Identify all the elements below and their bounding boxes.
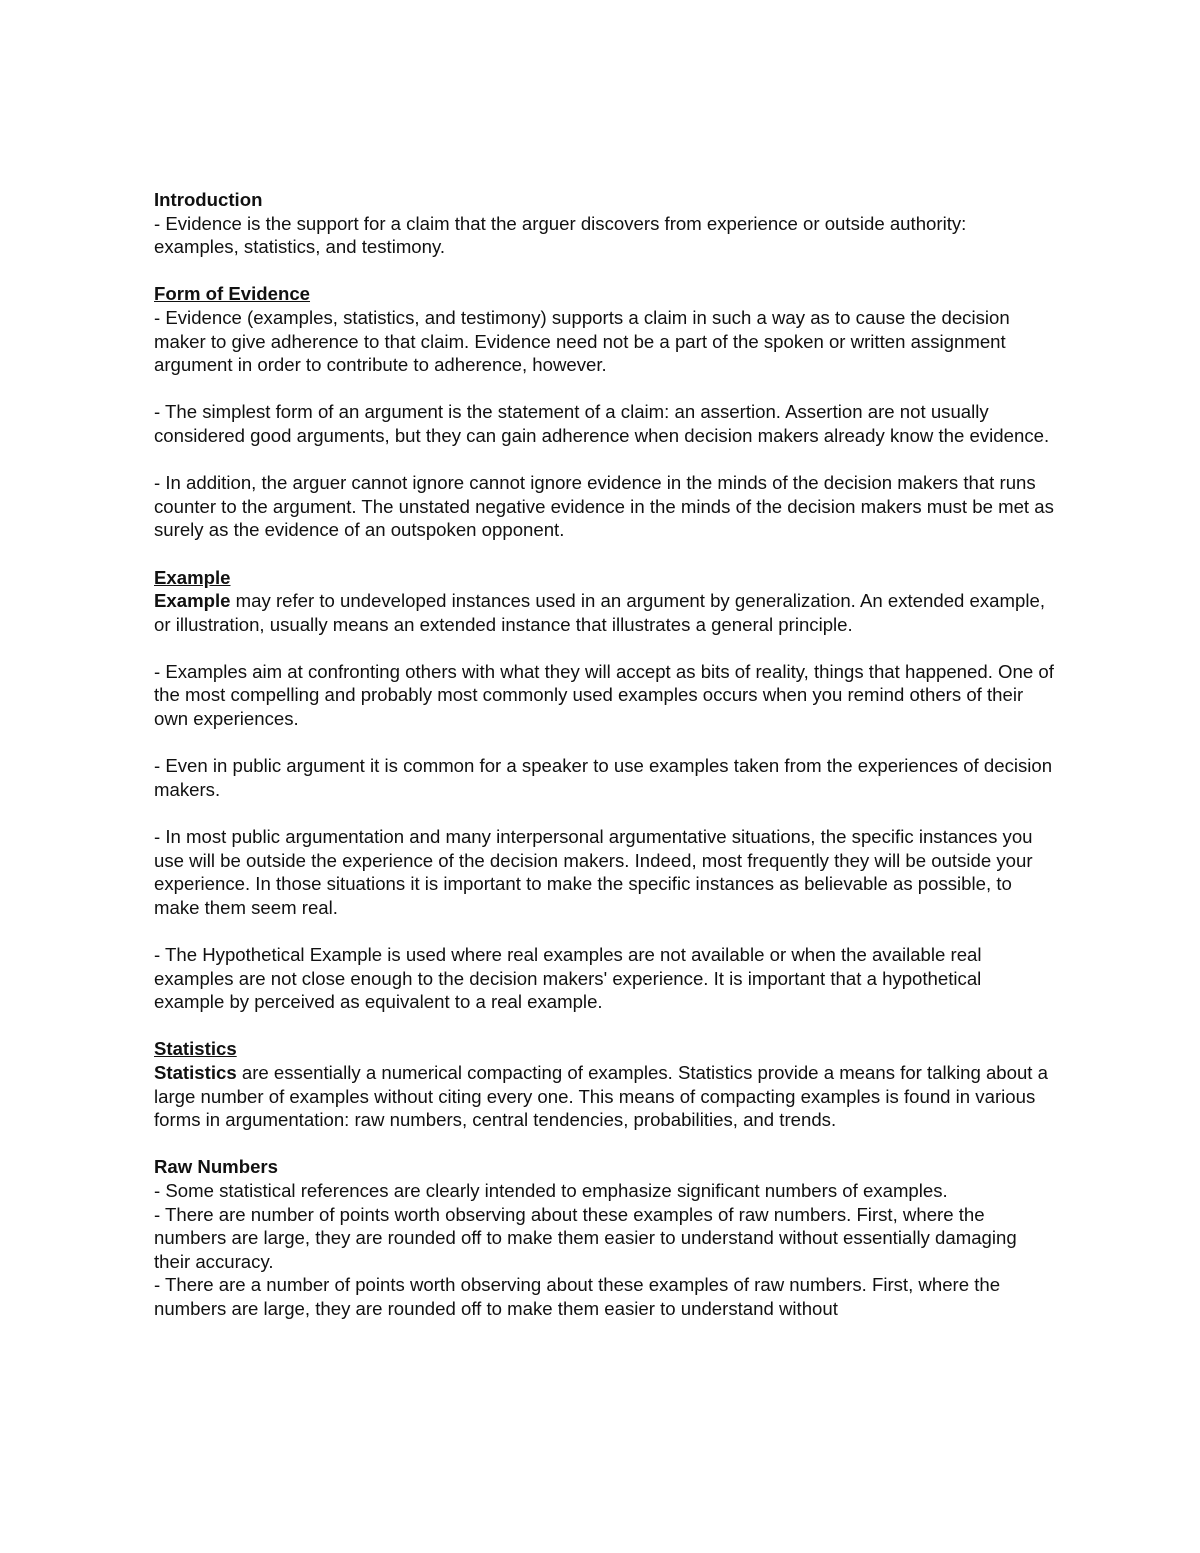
heading-form-of-evidence: Form of Evidence bbox=[154, 283, 311, 305]
section-introduction bbox=[154, 188, 1054, 259]
section-form-of-evidence bbox=[154, 282, 1054, 542]
paragraph-text: are essentially a numerical compacting of examples. Statistics provide a means for talking about a large number of examples without citing every one. This means of compacting examples is found in various forms in argumentation: raw numbers, central tendencies, probabilities, and trends. bbox=[154, 1061, 1048, 1131]
section-statistics bbox=[154, 1037, 1054, 1131]
heading-introduction: Introduction bbox=[154, 189, 263, 210]
paragraph bbox=[154, 1061, 1054, 1132]
paragraph: - Evidence (examples, statistics, and testimony) supports a claim in such a way as to cause the decision maker to give adherence to that claim. Evidence need not be a part of the spoken or written assignment argument in order to contribute to adherence, however. bbox=[154, 306, 1010, 376]
section-example bbox=[154, 566, 1054, 1014]
paragraph: - The simplest form of an argument is the statement of a claim: an assertion. Assertion are not usually considered good arguments, but they can gain adherence when decision makers already know the evidence. bbox=[154, 401, 1050, 446]
document-page bbox=[154, 188, 1054, 1321]
term-example: Example bbox=[154, 590, 231, 612]
heading-statistics: Statistics bbox=[154, 1038, 237, 1060]
heading-example: Example bbox=[154, 566, 231, 588]
term-statistics: Statistics bbox=[154, 1061, 237, 1083]
paragraph: - There are number of points worth observing about these examples of raw numbers. First, where the numbers are large, they are rounded off to make them easier to understand without essentially damaging their accuracy. bbox=[154, 1203, 1017, 1272]
heading-raw-numbers: Raw Numbers bbox=[154, 1156, 278, 1178]
paragraph: - Evidence is the support for a claim that the arguer discovers from experience or outside authority: examples, statistics, and testimony. bbox=[154, 212, 967, 258]
paragraph: - The Hypothetical Example is used where real examples are not available or when the available real examples are not close enough to the decision makers' experience. It is important that a hypothetical example by perceived as equivalent to a real example. bbox=[154, 944, 982, 1013]
paragraph bbox=[154, 589, 1054, 636]
paragraph: - In addition, the arguer cannot ignore cannot ignore evidence in the minds of the decision makers that runs counter to the argument. The unstated negative evidence in the minds of the decision makers must be met as surely as the evidence of an outspoken opponent. bbox=[154, 472, 1054, 541]
paragraph-text: may refer to undeveloped instances used in an argument by generalization. An extended example, or illustration, usually means an extended instance that illustrates a general principle. bbox=[154, 590, 1045, 635]
paragraph: - Even in public argument it is common for a speaker to use examples taken from the experiences of decision makers. bbox=[154, 755, 1053, 800]
paragraph: - There are a number of points worth observing about these examples of raw numbers. First, where the numbers are large, they are rounded off to make them easier to understand without bbox=[154, 1274, 1001, 1319]
paragraph: - Examples aim at confronting others with what they will accept as bits of reality, things that happened. One of the most compelling and probably most commonly used examples occurs when you remind others of their own experiences. bbox=[154, 660, 1054, 730]
paragraph: - Some statistical references are clearly intended to emphasize significant numbers of examples. bbox=[154, 1179, 948, 1201]
paragraph: - In most public argumentation and many interpersonal argumentative situations, the specific instances you use will be outside the experience of the decision makers. Indeed, most frequently they will be outside your experience. In those situations it is important to make the specific instances as believable as possible, to make them seem real. bbox=[154, 826, 1033, 918]
section-raw-numbers bbox=[154, 1155, 1054, 1320]
